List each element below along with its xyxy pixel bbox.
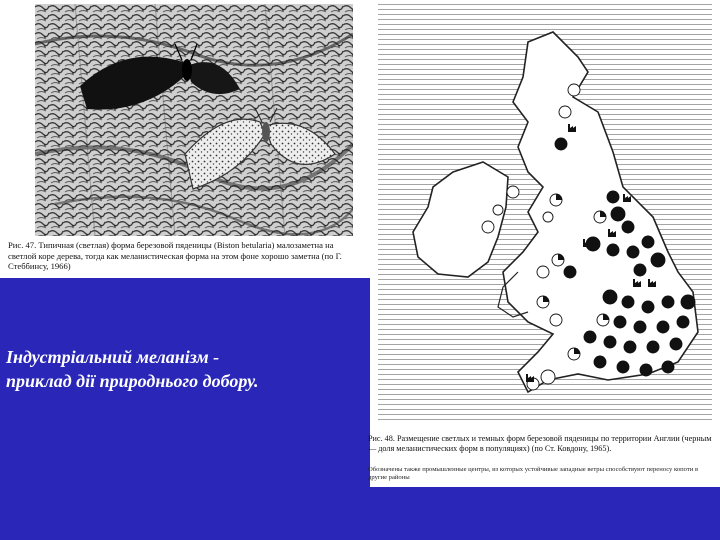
slide-headline-line-2: приклад дії природнього добору.	[6, 371, 259, 391]
slide-headline-line-1: Індустріальний меланізм -	[6, 347, 220, 367]
moth-on-bark-illustration	[35, 4, 353, 236]
britain-map	[378, 2, 712, 420]
figure-48-panel	[370, 0, 720, 487]
figure-47-caption: Рис. 47. Типичная (светлая) форма березовой пяденицы (Biston betularia) малозаметна на светлой коре дерева, тогда как меланистическая форма на этом фоне хорошо заметна (по Г. Стеббинсу, 1966)	[8, 240, 342, 271]
slide-headline	[6, 345, 366, 393]
figure-47-panel	[0, 0, 370, 278]
figure-48-caption: Рис. 48. Размещение светлых и темных форм березовой пяденицы по территории Англии (черным — доля меланистических форм в популяциях) (по Ст. Ковдону, 1965).	[368, 434, 712, 453]
moth-photo	[35, 4, 353, 236]
map-illustration	[378, 2, 712, 420]
figure-48-footnote: Обозначены также промышленные центры, из которых устойчивые западные ветры способствуют переносу копоти в другие районы	[368, 466, 699, 481]
